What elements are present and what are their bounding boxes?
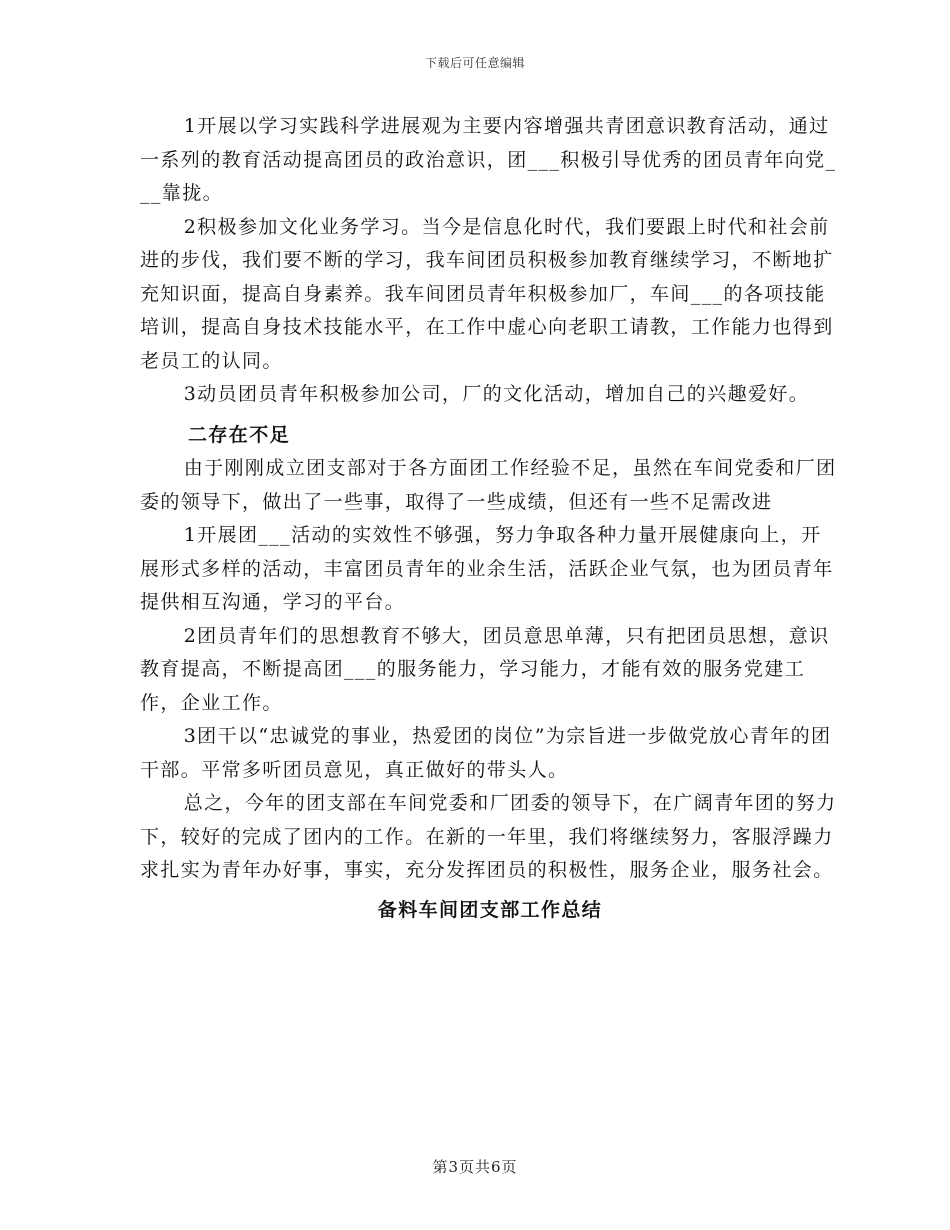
paragraph-6: 2团员青年们的思想教育不够大，团员意思单薄，只有把团员思想，意识教育提高，不断提高团___的服务能力，学习能力，才能有效的服务党建工作，企业工作。 [140,624,830,714]
paragraph-5: 1开展团___活动的实效性不够强，努力争取各种力量开展健康向上，开展形式多样的活动，丰富团员青年的业余生活，活跃企业气氛，也为团员青年提供相互沟通，学习的平台。 [140,524,834,613]
document-title: 备料车间团支部工作总结 [377,898,603,921]
document-body [140,110,840,927]
paragraph-2: 2积极参加文化业务学习。当今是信息化时代，我们要跟上时代和社会前进的步伐，我们要不断的学习，我车间团员积极参加教育继续学习，不断地扩充知识面，提高自身素养。我车间团员青年积极参加厂，车间___的各项技能培训，提高自身技术技能水平，在工作中虚心向老职工请教，工作能力也得到老员工的认同。 [140,215,834,372]
paragraph-8: 总之，今年的团支部在车间党委和厂团委的领导下，在广阔青年团的努力下，较好的完成了团内的工作。在新的一年里，我们将继续努力，客服浮躁力求扎实为青年办好事，事实，充分发挥团员的积极性，服务企业，服务社会。 [140,792,837,881]
page-footer: 第3页共6页 [432,1158,518,1176]
paragraph-4: 由于刚刚成立团支部对于各方面团工作经验不足，虽然在车间党委和厂团委的领导下，做出了一些事，取得了一些成绩，但还有一些不足需改进 [140,457,837,513]
section-heading: 二存在不足 [188,423,291,446]
page-header: 下载后可任意编辑 [424,56,525,70]
paragraph-3: 3动员团员青年积极参加公司，厂的文化活动，增加自己的兴趣爱好。 [183,383,810,405]
paragraph-7: 3团干以“忠诚党的事业，热爱团的岗位”为宗旨进一步做党放心青年的团干部。平常多听团员意见，真正做好的带头人。 [140,725,832,781]
paragraph-1: 1开展以学习实践科学进展观为主要内容增强共青团意识教育活动，通过一系列的教育活动提高团员的政治意识，团___积极引导优秀的团员青年向党___靠拢。 [140,115,837,204]
